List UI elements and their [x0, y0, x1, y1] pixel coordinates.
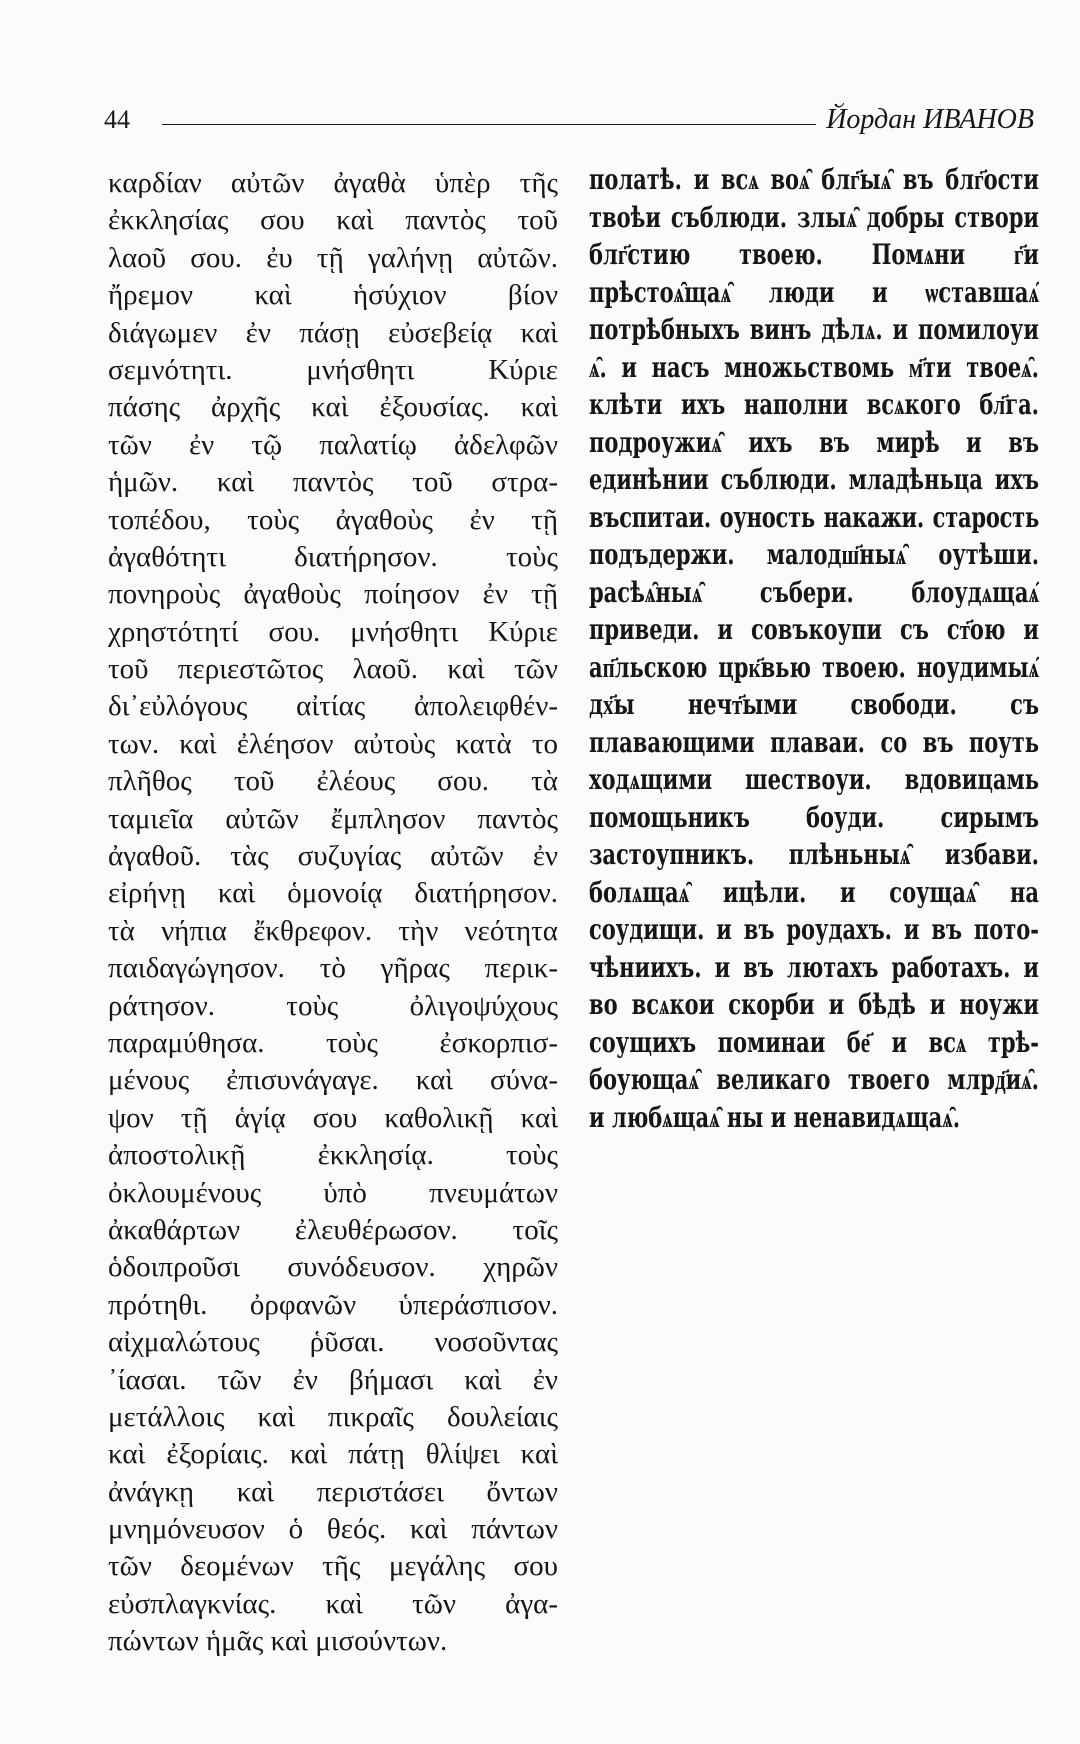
slavonic-text-line: полатѣ. и всѧ воѧ̑ блг҃ыѧ̑ въ блг҃ости	[589, 163, 1039, 196]
greek-text-line: μνημόνευσον ὁ θεός. καὶ πάντων	[108, 1513, 558, 1546]
running-title: Йордан ИВАНОВ	[826, 104, 1034, 135]
slavonic-text-line: прѣстоѧ̑щаѧ̑ люди и ѡставшаѧ̑	[589, 275, 1039, 309]
greek-text-line: πάσης ἀρχῆς καὶ ἐξουσίας. καὶ	[108, 391, 558, 424]
slavonic-text-line: твоѣи съблюди. злыѧ̑ добры створи	[589, 200, 1039, 234]
greek-text-line: τὰ νήπια ἔκθρεφον. τὴν νεότητα	[108, 914, 558, 947]
slavonic-text-line: помощьникъ боуди. сирымъ	[589, 800, 1039, 834]
greek-text-line: ταμιεῖα αὐτῶν ἔμπλησον παντὸς	[108, 802, 558, 835]
slavonic-text-line: расѣѧ̑ныѧ̑ събери. блоудѧщаѧ̑	[589, 575, 1039, 609]
slavonic-text-column	[589, 161, 1039, 1136]
slavonic-text-line: застоупникъ. плѣньныѧ̑ избави.	[589, 838, 1039, 871]
greek-text-line: ἡμῶν. καὶ παντὸς τοῦ στρα-	[108, 466, 558, 499]
slavonic-text-line: ѧ̑. и насъ множьствомь м҃ти твоеѧ̑.	[589, 350, 1039, 384]
greek-text-line: ψον τῇ ἁγίᾳ σου καθολικῇ καὶ	[108, 1101, 558, 1134]
slavonic-text-line: соущихъ поминаи бе҃ и всѧ трѣ-	[589, 1025, 1039, 1059]
slavonic-text-line: блг҃стию твоею. Помѧни г҃и	[589, 238, 1039, 271]
slavonic-text-line: болѧщаѧ̑ ицѣли. и соущаѧ̑ на	[589, 875, 1039, 909]
greek-text-line: μετάλλοις καὶ πικραῖς δουλείαις	[108, 1400, 558, 1433]
greek-text-line: καὶ ἐξορίαις. καὶ πάτῃ θλίψει καὶ	[108, 1438, 558, 1471]
greek-text-line: ὁδοιπροῦσι συνόδευσον. χηρῶν	[108, 1251, 558, 1284]
slavonic-text-line: потрѣбныхъ винъ дѣлѧ. и помилоуи	[589, 313, 1039, 346]
greek-text-line: εὐσπλαγκνίας. καὶ τῶν ἀγα-	[108, 1587, 558, 1620]
greek-text-line: σεμνότητι. μνήσθητι Κύριε	[108, 353, 558, 386]
greek-text-line: ἀκαθάρτων ἐλευθέρωσον. τοῖς	[108, 1213, 558, 1246]
slavonic-text-line: подроужиѧ̑ ихъ въ мирѣ и въ	[589, 425, 1039, 459]
slavonic-text-line: плавающими плаваи. со въ поуть	[589, 725, 1039, 759]
greek-text-line: ἀγαθοῦ. τὰς συζυγίας αὐτῶν ἐν	[108, 840, 558, 873]
slavonic-text-line: соудищи. и въ роудахъ. и въ пото-	[589, 913, 1039, 946]
greek-text-line: δι᾽εὐλόγους αἰτίας ἀπολειφθέν-	[108, 690, 558, 723]
greek-text-line: ἀποστολικῇ ἐκκλησίᾳ. τοὺς	[108, 1139, 558, 1172]
greek-text-line: ράτησον. τοὺς ὀλιγοψύχους	[108, 989, 558, 1022]
greek-text-line: πρότηθι. ὀρφανῶν ὑπεράσπισον.	[108, 1288, 558, 1321]
greek-text-line: χρηστότητί σου. μνήσθητι Κύριε	[108, 615, 558, 648]
slavonic-text-line: боующаѧ̑ великаго твоего млрд҃иѧ̑.	[589, 1063, 1039, 1096]
greek-text-line: ἤρεμον καὶ ἡσύχιον βίον	[108, 279, 558, 312]
greek-text-line: ἀνάγκῃ καὶ περιστάσει ὄντων	[108, 1475, 558, 1508]
greek-text-line: διάγωμεν ἐν πάσῃ εὐσεβείᾳ καὶ	[108, 316, 558, 349]
slavonic-text-line: и любѧщаѧ̑ ны и ненавидѧщаѧ̑.	[589, 1100, 961, 1134]
slavonic-text-line: клѣти ихъ наполни всѧкого бл҃га.	[589, 388, 1039, 421]
greek-text-line: των. καὶ ἐλέησον αὐτοὺς κατὰ το	[108, 727, 558, 760]
greek-text-line: μένους ἐπισυνάγαγε. καὶ σύνα-	[108, 1064, 558, 1097]
greek-text-line: παραμύθησα. τοὺς ἐσκορπισ-	[108, 1026, 558, 1059]
greek-text-column	[108, 165, 558, 1661]
greek-text-line: ὀκλουμένους ὑπὸ πνευμάτων	[108, 1176, 558, 1209]
page-number: 44	[104, 105, 130, 134]
slavonic-text-line: ходѧщими шествоуи. вдовицамь	[589, 763, 1039, 796]
greek-text-line: τοπέδου, τοὺς ἀγαθοὺς ἐν τῇ	[108, 503, 558, 536]
greek-text-line: ἀγαθότητι διατήρησον. τοὺς	[108, 540, 558, 573]
slavonic-text-line: чѣниихъ. и въ лютахъ работахъ. и	[589, 950, 1039, 984]
greek-text-line: πώντων ἡμᾶς καὶ μισούντων.	[108, 1625, 448, 1658]
slavonic-text-line: во всѧкои скорби и бѣдѣ и ноужи	[589, 988, 1039, 1021]
greek-text-line: τῶν δεομένων τῆς μεγάλης σου	[108, 1550, 558, 1583]
slavonic-text-line: ап҃льскою црк҃вью твоею. ноудимыѧ̑	[589, 650, 1039, 684]
greek-text-line: πονηροὺς ἀγαθοὺς ποίησον ἐν τῇ	[108, 578, 558, 611]
greek-text-line: πλῆθος τοῦ ἐλέους σου. τὰ	[108, 765, 558, 798]
greek-text-line: εἰρήνῃ καὶ ὁμονοίᾳ διατήρησον.	[108, 877, 558, 910]
greek-text-line: τοῦ περιεστῶτος λαοῦ. καὶ τῶν	[108, 653, 558, 686]
slavonic-text-line: единѣнии съблюди. младѣньца ихъ	[589, 463, 1039, 496]
greek-text-line: τῶν ἐν τῷ παλατίῳ ἀδελφῶν	[108, 428, 558, 461]
greek-text-line: παιδαγώγησον. τὸ γῆρας περικ-	[108, 952, 558, 985]
slavonic-text-line: въспитаи. оуность накажи. старость	[589, 500, 1039, 534]
greek-text-line: καρδίαν αὐτῶν ἀγαθὰ ὑπὲρ τῆς	[108, 167, 558, 199]
slavonic-text-line: приведи. и совъкоупи съ ст҃ою и	[589, 613, 1039, 646]
slavonic-text-line: подъдержи. малодш҃ныѧ̑ оутѣши.	[589, 538, 1039, 571]
greek-text-line: αἰχμαλώτους ῥῦσαι. νοσοῦντας	[108, 1326, 558, 1359]
greek-text-line: ᾽ίασαι. τῶν ἐν βήμασι καὶ ἐν	[108, 1363, 558, 1396]
header-rule	[162, 124, 816, 125]
running-header	[104, 100, 1034, 140]
greek-text-line: ἐκκλησίας σου καὶ παντὸς τοῦ	[108, 204, 558, 237]
slavonic-text-line: дх҃ы нечт҃ыми свободи. съ	[589, 688, 1039, 721]
greek-text-line: λαοῦ σου. ἐυ τῇ γαλήνῃ αὐτῶν.	[108, 241, 558, 274]
